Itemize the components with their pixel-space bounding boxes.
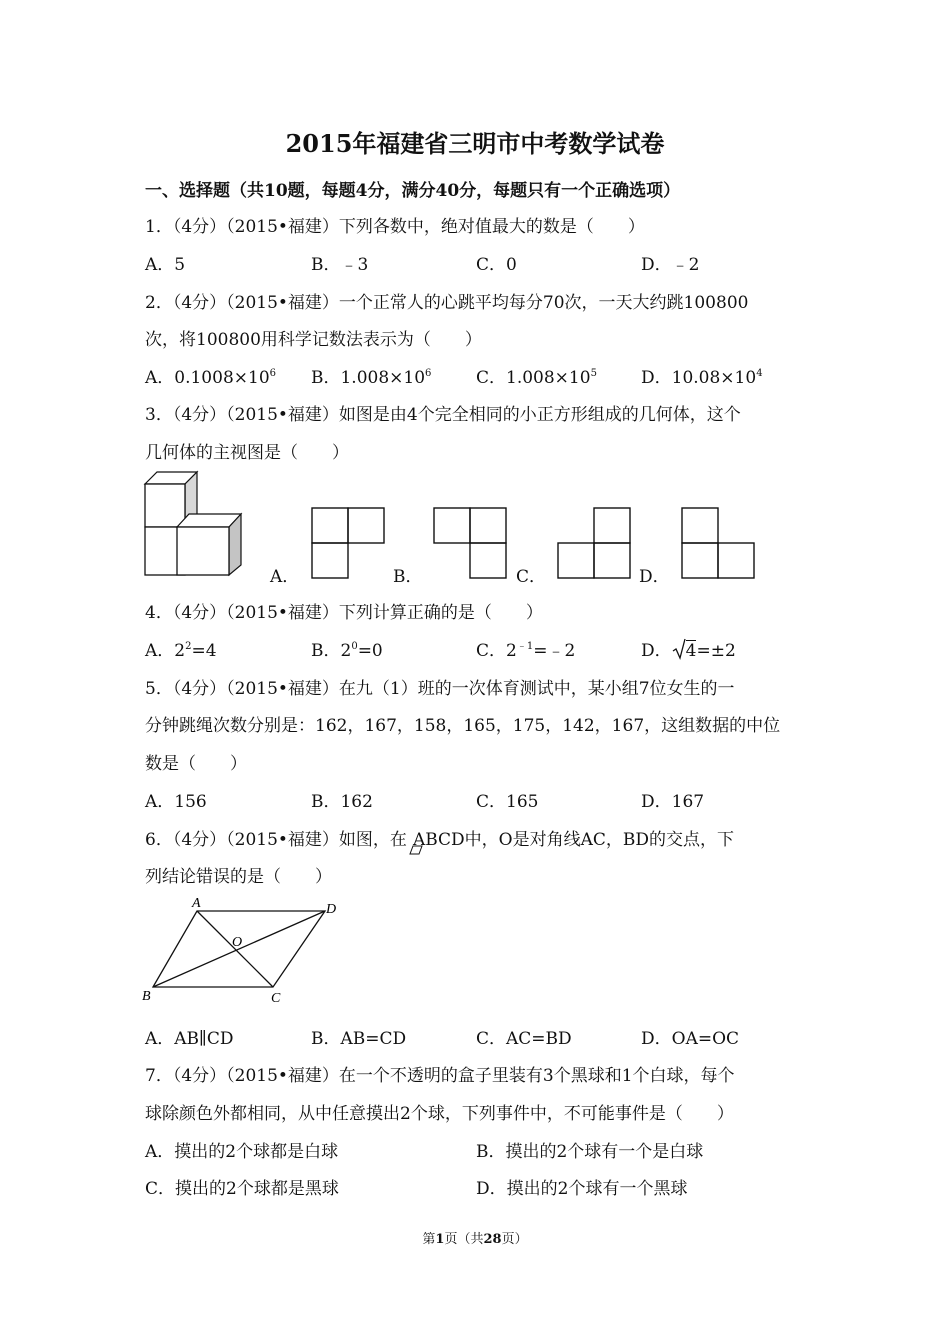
q1-option-a: A．5 bbox=[145, 255, 186, 275]
q3-label-d: D． bbox=[639, 567, 670, 587]
q1-option-d: D．﹣2 bbox=[641, 255, 700, 275]
point-d-label: D bbox=[326, 902, 337, 917]
q7-option-d: D．摸出的2个球有一个黑球 bbox=[476, 1179, 688, 1199]
point-c-label: C bbox=[271, 991, 281, 1006]
q7-stem-line2: 球除颜色外都相同，从中任意摸出2个球，下列事件中，不可能事件是（ ） bbox=[145, 1104, 734, 1124]
q3-cube-figure bbox=[140, 470, 250, 582]
q3-stem-line2: 几何体的主视图是（ ） bbox=[145, 443, 349, 463]
q5-stem-line1: 5．（4分）（2015•福建）在九（1）班的一次体育测试中，某小组7位女生的一 bbox=[145, 679, 735, 699]
sqrt-icon: 4 bbox=[672, 641, 697, 661]
q5-stem-line2: 分钟跳绳次数分别是：162，167，158，165，175，142，167，这组数据的中位 bbox=[145, 716, 781, 736]
q3-label-b: B． bbox=[393, 567, 423, 587]
q5-option-a: A．156 bbox=[145, 792, 207, 812]
q6-option-d: D．OA=OC bbox=[641, 1029, 740, 1049]
q2-option-d: D．$10.08\times 10^4$ bbox=[641, 368, 763, 388]
q4-stem: 4．（4分）（2015•福建）下列计算正确的是（ ） bbox=[145, 603, 543, 623]
q2-option-c: C．$1.008\times 10^5$ bbox=[476, 368, 597, 388]
q3-option-c-figure bbox=[557, 507, 631, 579]
page-title: 2015年福建省三明市中考数学试卷 bbox=[285, 129, 665, 158]
q6-option-a: A．AB∥CD bbox=[145, 1029, 234, 1049]
q3-stem-line1: 3．（4分）（2015•福建）如图是由4个完全相同的小正方形组成的几何体，这个 bbox=[145, 405, 741, 425]
q6-stem-line2: 列结论错误的是（ ） bbox=[145, 867, 332, 887]
section-heading: 一、选择题（共10题，每题4分，满分40分，每题只有一个正确选项） bbox=[145, 181, 681, 201]
q4-option-a: A．$2^2=4$ bbox=[145, 641, 217, 661]
q1-option-c: C．0 bbox=[476, 255, 517, 275]
q6-parallelogram-figure bbox=[140, 896, 350, 1006]
q7-option-c: C．摸出的2个球都是黑球 bbox=[145, 1179, 339, 1199]
q7-option-b: B．摸出的2个球有一个是白球 bbox=[476, 1142, 704, 1162]
q5-option-d: D．167 bbox=[641, 792, 705, 812]
q2-option-b: B．$1.008\times 10^6$ bbox=[311, 368, 432, 388]
q6-option-c: C．AC=BD bbox=[476, 1029, 572, 1049]
q1-option-b: B．﹣3 bbox=[311, 255, 369, 275]
q6-stem-line1: 6．（4分）（2015•福建）如图，在 ABCD中，O是对角线AC，BD的交点，下 bbox=[145, 825, 734, 850]
q7-option-a: A．摸出的2个球都是白球 bbox=[145, 1142, 339, 1162]
q3-option-b-figure bbox=[433, 507, 507, 579]
point-o-label: O bbox=[232, 935, 243, 950]
q3-option-a-figure bbox=[311, 507, 385, 579]
q5-option-b: B．162 bbox=[311, 792, 373, 812]
q3-label-c: C． bbox=[516, 567, 547, 587]
q2-stem-line1: 2．（4分）（2015•福建）一个正常人的心跳平均每分70次，一天大约跳100800 bbox=[145, 293, 749, 313]
q4-option-c: C．$2^{﹣1}=﹣2$ bbox=[476, 641, 576, 661]
page-footer: 第1页（共28页） bbox=[422, 1232, 528, 1247]
q3-label-a: A． bbox=[270, 567, 300, 587]
q7-stem-line1: 7．（4分）（2015•福建）在一个不透明的盒子里装有3个黑球和1个白球，每个 bbox=[145, 1066, 735, 1086]
q5-stem-line3: 数是（ ） bbox=[145, 754, 247, 774]
q5-option-c: C．165 bbox=[476, 792, 539, 812]
q1-stem: 1．（4分）（2015•福建）下列各数中，绝对值最大的数是（ ） bbox=[145, 217, 645, 237]
q2-stem-line2: 次，将100800用科学记数法表示为（ ） bbox=[145, 330, 482, 350]
q2-option-a: A．$0.1008\times 10^6$ bbox=[145, 368, 277, 388]
q3-option-d-figure bbox=[681, 507, 755, 579]
q4-option-d: D． 4=±2 bbox=[641, 641, 736, 661]
point-b-label: B bbox=[142, 989, 151, 1004]
point-a-label: A bbox=[192, 896, 201, 911]
q6-option-b: B．AB=CD bbox=[311, 1029, 407, 1049]
q4-option-b: B．$2^0=0$ bbox=[311, 641, 383, 661]
